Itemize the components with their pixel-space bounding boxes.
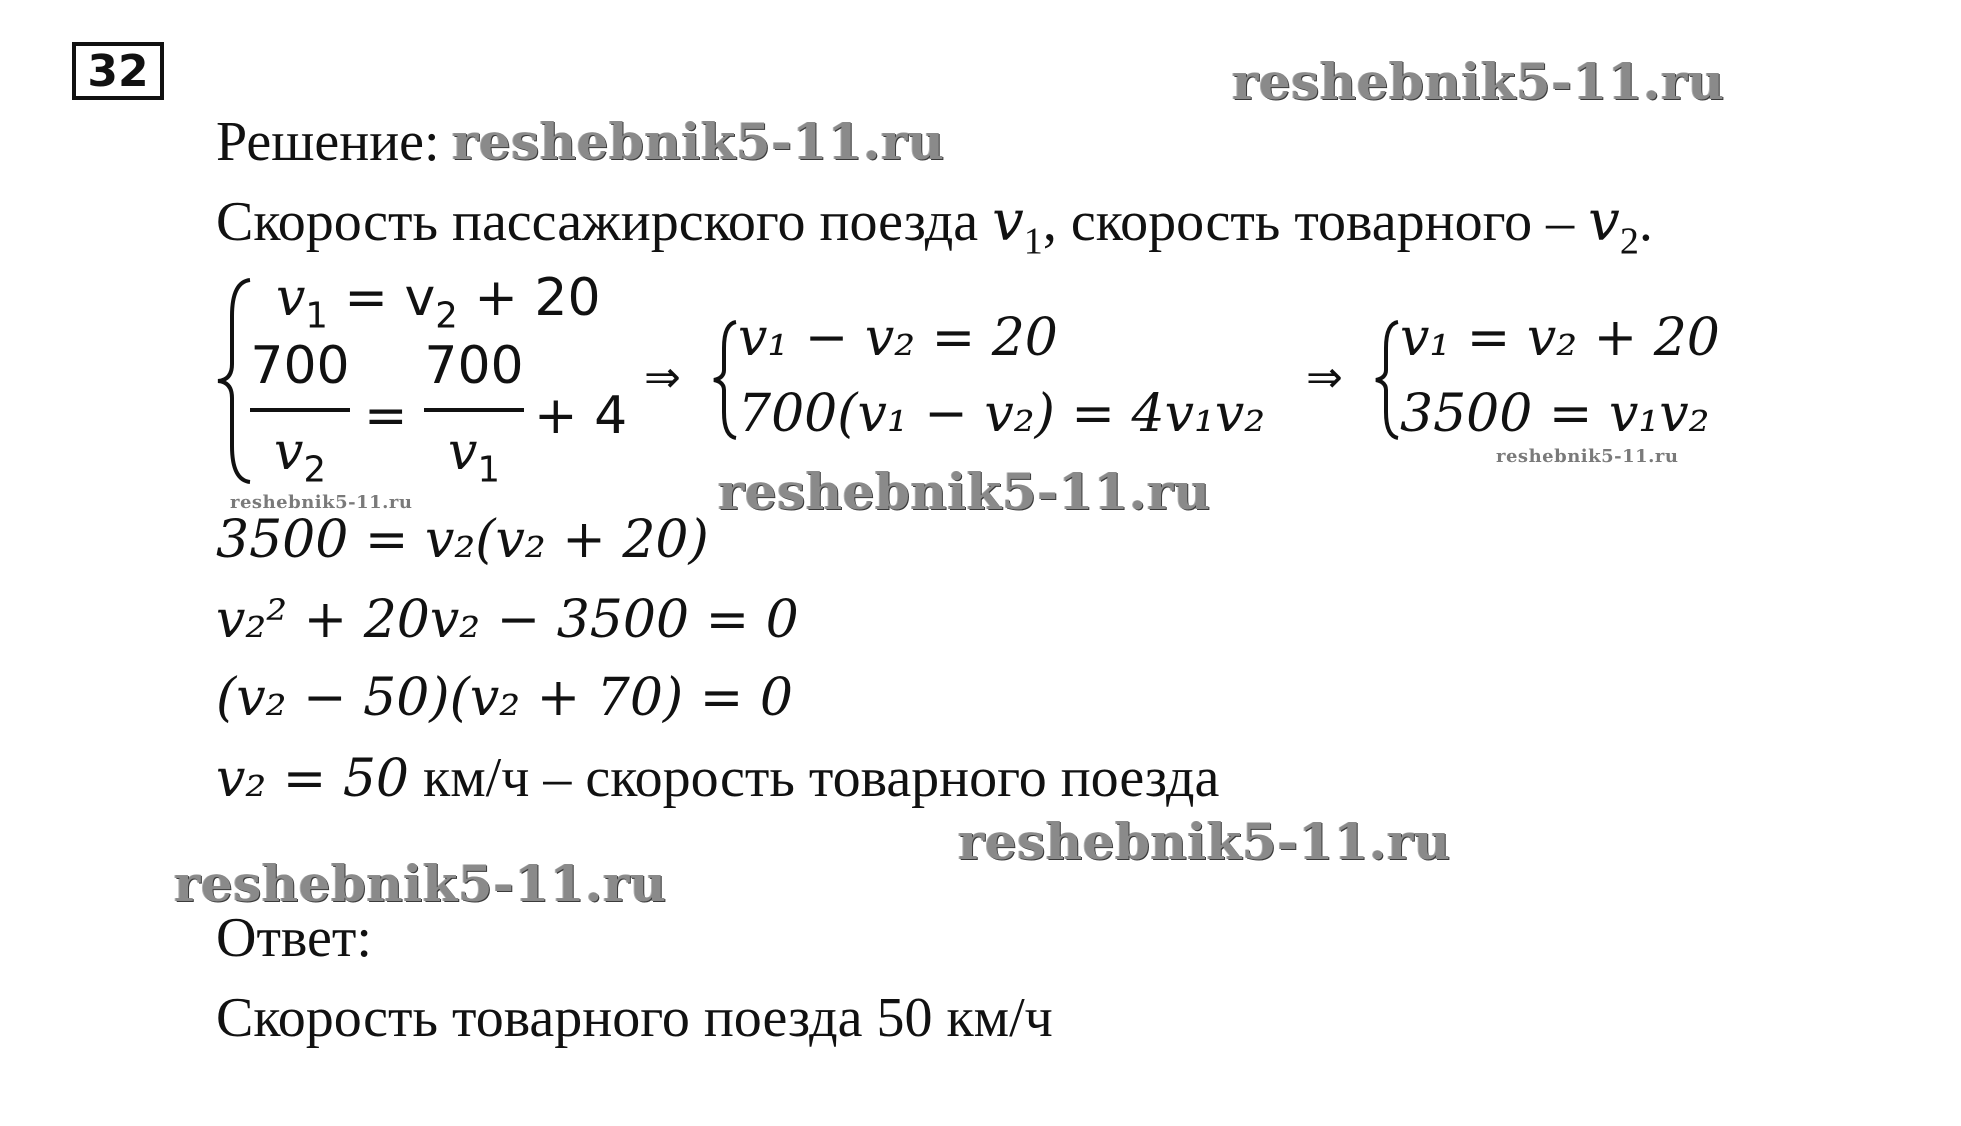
watermark: reshebnik5-11.ru — [174, 854, 667, 913]
intro-v1-sub: 1 — [1023, 220, 1043, 263]
implies-arrow-2: ⇒ — [1306, 352, 1343, 403]
system1-v1: v — [276, 268, 306, 328]
answer-label: Ответ: — [216, 907, 372, 969]
frac-left-den-v: v — [274, 422, 304, 482]
frac-left-bar — [250, 408, 350, 412]
step-1: 3500 = v₂(v₂ + 20) — [216, 510, 709, 570]
watermark: reshebnik5-11.ru — [452, 112, 945, 171]
frac-right-num: 700 — [424, 336, 524, 396]
watermark: reshebnik5-11.ru — [1232, 52, 1725, 111]
intro-text-b: , скорость товарного – — [1042, 191, 1589, 253]
frac-left-den — [250, 422, 350, 491]
system1-frac-right — [424, 336, 524, 491]
frac-right-bar — [424, 408, 524, 412]
step-3: (v₂ − 50)(v₂ + 70) = 0 — [216, 668, 793, 728]
intro-line — [216, 189, 1653, 263]
system1-frac-left — [250, 336, 350, 491]
watermark: reshebnik5-11.ru — [958, 812, 1451, 871]
watermark: reshebnik5-11.ru — [1496, 446, 1679, 467]
frac-right-den-sub: 1 — [477, 449, 500, 491]
watermark: reshebnik5-11.ru — [230, 492, 413, 513]
watermark: reshebnik5-11.ru — [718, 462, 1211, 521]
step-4-text: км/ч – скорость товарного поезда — [409, 747, 1220, 809]
intro-v1: v — [992, 189, 1024, 254]
step-4-math: v₂ = 50 — [216, 749, 410, 809]
system1-plus-four: + 4 — [534, 386, 628, 446]
step-4 — [216, 747, 1220, 809]
frac-left-num: 700 — [250, 336, 350, 396]
system1-line1-rhs: = v — [344, 268, 436, 328]
frac-right-den — [424, 422, 524, 491]
implies-arrow-1: ⇒ — [644, 352, 681, 403]
intro-v2: v — [1588, 189, 1620, 254]
answer-text: Скорость товарного поезда 50 км/ч — [216, 987, 1053, 1049]
system1-plus-twenty: + 20 — [474, 268, 601, 328]
intro-text-c: . — [1638, 191, 1653, 253]
frac-left-den-sub: 2 — [303, 449, 326, 491]
system1-v2-sub: 2 — [435, 295, 458, 337]
solution-label: Решение: — [216, 111, 440, 173]
system3-line1: v₁ = v₂ + 20 — [1400, 308, 1720, 368]
problem-number: 32 — [72, 42, 164, 100]
system3-line2: 3500 = v₁v₂ — [1400, 384, 1710, 444]
system2-brace — [710, 318, 740, 442]
system1-eq: = — [364, 386, 408, 446]
intro-v2-sub: 2 — [1619, 220, 1639, 263]
system2-line1: v₁ − v₂ = 20 — [738, 308, 1058, 368]
system1-v1-sub: 1 — [305, 295, 328, 337]
intro-text-a: Скорость пассажирского поезда — [216, 191, 993, 253]
system3-brace — [1372, 318, 1402, 442]
system1-line1 — [276, 268, 601, 337]
system2-line2: 700(v₁ − v₂) = 4v₁v₂ — [738, 384, 1266, 444]
step-2: v₂² + 20v₂ − 3500 = 0 — [216, 590, 799, 650]
frac-right-den-v: v — [448, 422, 478, 482]
